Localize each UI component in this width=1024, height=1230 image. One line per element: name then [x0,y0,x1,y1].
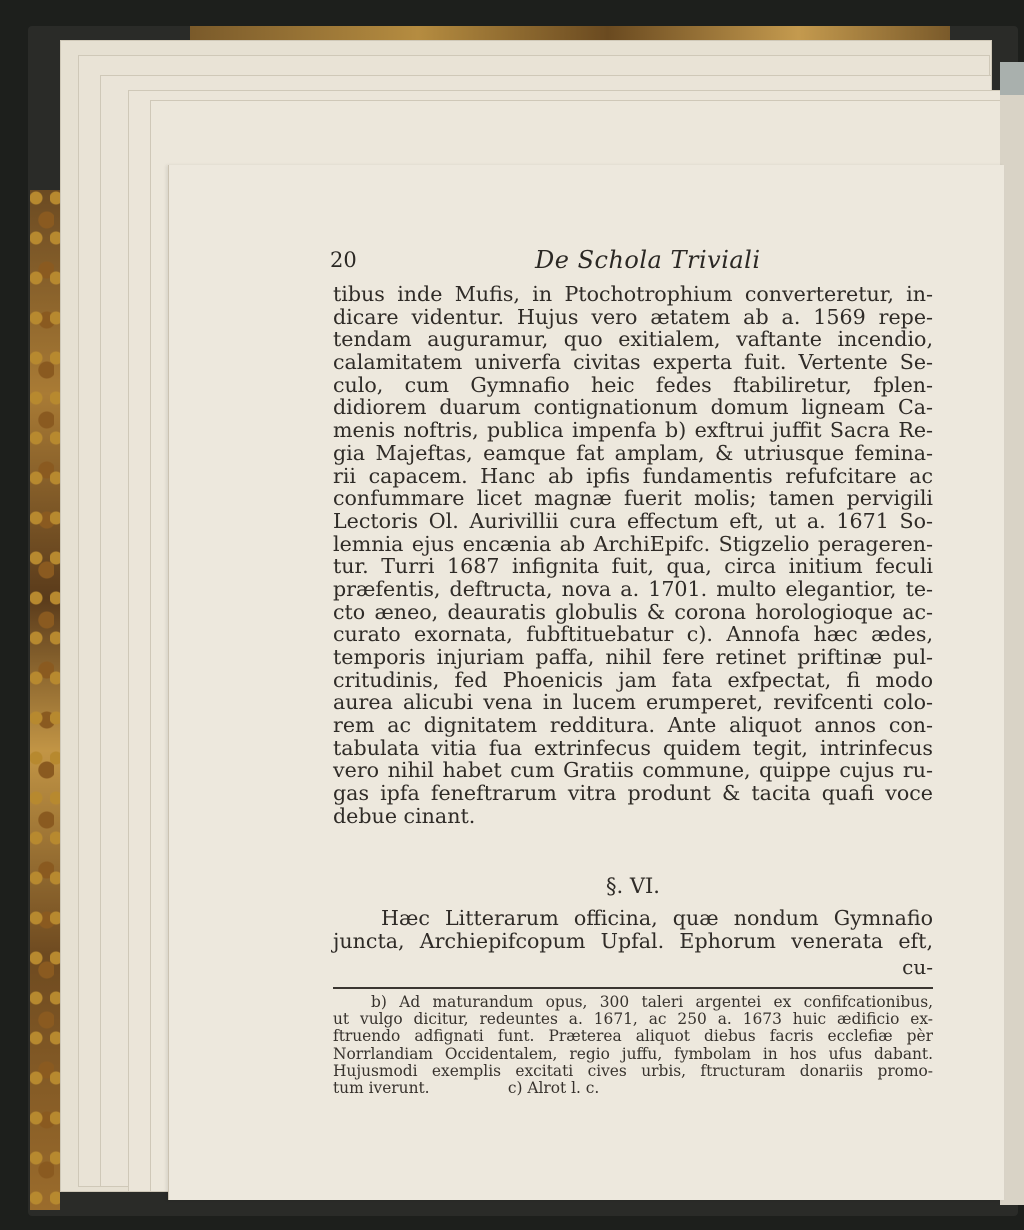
running-head: De Schola Triviali [535,246,761,274]
footnotes [333,994,933,1097]
footnote-line: Norrlandiam Occidentalem, regio juffu, fymbolam in hos ufus dabant. [333,1044,933,1063]
main-paragraph [333,283,933,828]
text-line: curato exornata, fubftituebatur c). Annofa hæc ædes, [333,622,933,647]
text-line: menis noftris, publica impenfa b) exftrui juffit Sacra Re- [333,418,933,443]
text-line: Lectoris Ol. Aurivillii cura effectum eft, ut a. 1671 So- [333,508,933,533]
text-line: calamitatem univerfa civitas experta fuit. Vertente Se- [333,350,933,375]
second-paragraph [333,907,933,952]
text-line: tur. Turri 1687 infignita fuit, qua, circa initium feculi [333,554,933,579]
text-line: aurea alicubi vena in lucem erumperet, revifcenti colo- [333,690,933,715]
text-line: præfentis, deftructa, nova a. 1701. multo elegantior, te- [333,576,933,601]
footnote-line: b) Ad maturandum opus, 300 taleri argentei ex confifcationibus, [371,993,933,1011]
footnote-rule [333,987,933,989]
section-heading: §. VI. [606,874,660,898]
footnote-line: ut vulgo dicitur, redeuntes a. 1671, ac 250 a. 1673 huic ædificio ex- [333,1010,933,1029]
footnote-line: ftruendo adfignati funt. Præterea aliquot diebus facris ecclefiæ pèr [333,1027,933,1046]
marbled-cover-edge [30,190,60,1210]
text-line: culo, cum Gymnafio heic fedes ftabiliretur, fplen- [333,372,933,397]
text-line: juncta, Archiepifcopum Upfal. Ephorum venerata eft, [333,928,933,953]
text-line: gas ipfa feneftrarum vitra produnt & tacita quafi voce [333,781,933,806]
footnote-line: tum iverunt. c) Alrot l. c. [333,1078,600,1097]
text-line: tendam auguramur, quo exitialem, vaftante incendio, [333,327,933,352]
page-number: 20 [330,248,357,272]
text-line: debue cinant. [333,803,476,828]
footnote-line: Hujusmodi exemplis excitati cives urbis, ftructuram donariis promo- [333,1061,933,1080]
text-line: temporis injuriam paffa, nihil fere retinet priftinæ pul- [333,645,933,669]
text-line: rii capacem. Hanc ab ipfis fundamentis refufcitare ac [333,463,933,488]
text-line: gia Majeftas, eamque fat amplam, & utriusque femina- [333,440,933,465]
text-line: didiorem duarum contignationum domum ligneam Ca- [333,395,933,420]
text-line: cto æneo, deauratis globulis & corona horologioque ac- [333,599,933,624]
catchword: cu- [902,955,933,979]
text-line: lemnia ejus encænia ab ArchiEpifc. Stigzelio perageren- [333,531,933,556]
text-line: critudinis, fed Phoenicis jam fata exfpectat, fi modo [333,667,933,692]
text-line: confummare licet magnæ fuerit molis; tamen pervigili [333,486,933,511]
text-line: tabulata vitia fua extrinfecus quidem tegit, intrinfecus [333,735,933,760]
page-header [330,248,930,280]
text-line: Hæc Litterarum officina, quæ nondum Gymnafio [381,906,933,930]
text-line: dicare videntur. Hujus vero ætatem ab a. 1569 repe- [333,304,933,329]
text-line: vero nihil habet cum Gratiis commune, quippe cujus ru- [333,758,933,783]
text-line: rem ac dignitatem redditura. Ante aliquot annos con- [333,713,933,738]
text-line: tibus inde Mufis, in Ptochotrophium converteretur, in- [333,282,933,306]
